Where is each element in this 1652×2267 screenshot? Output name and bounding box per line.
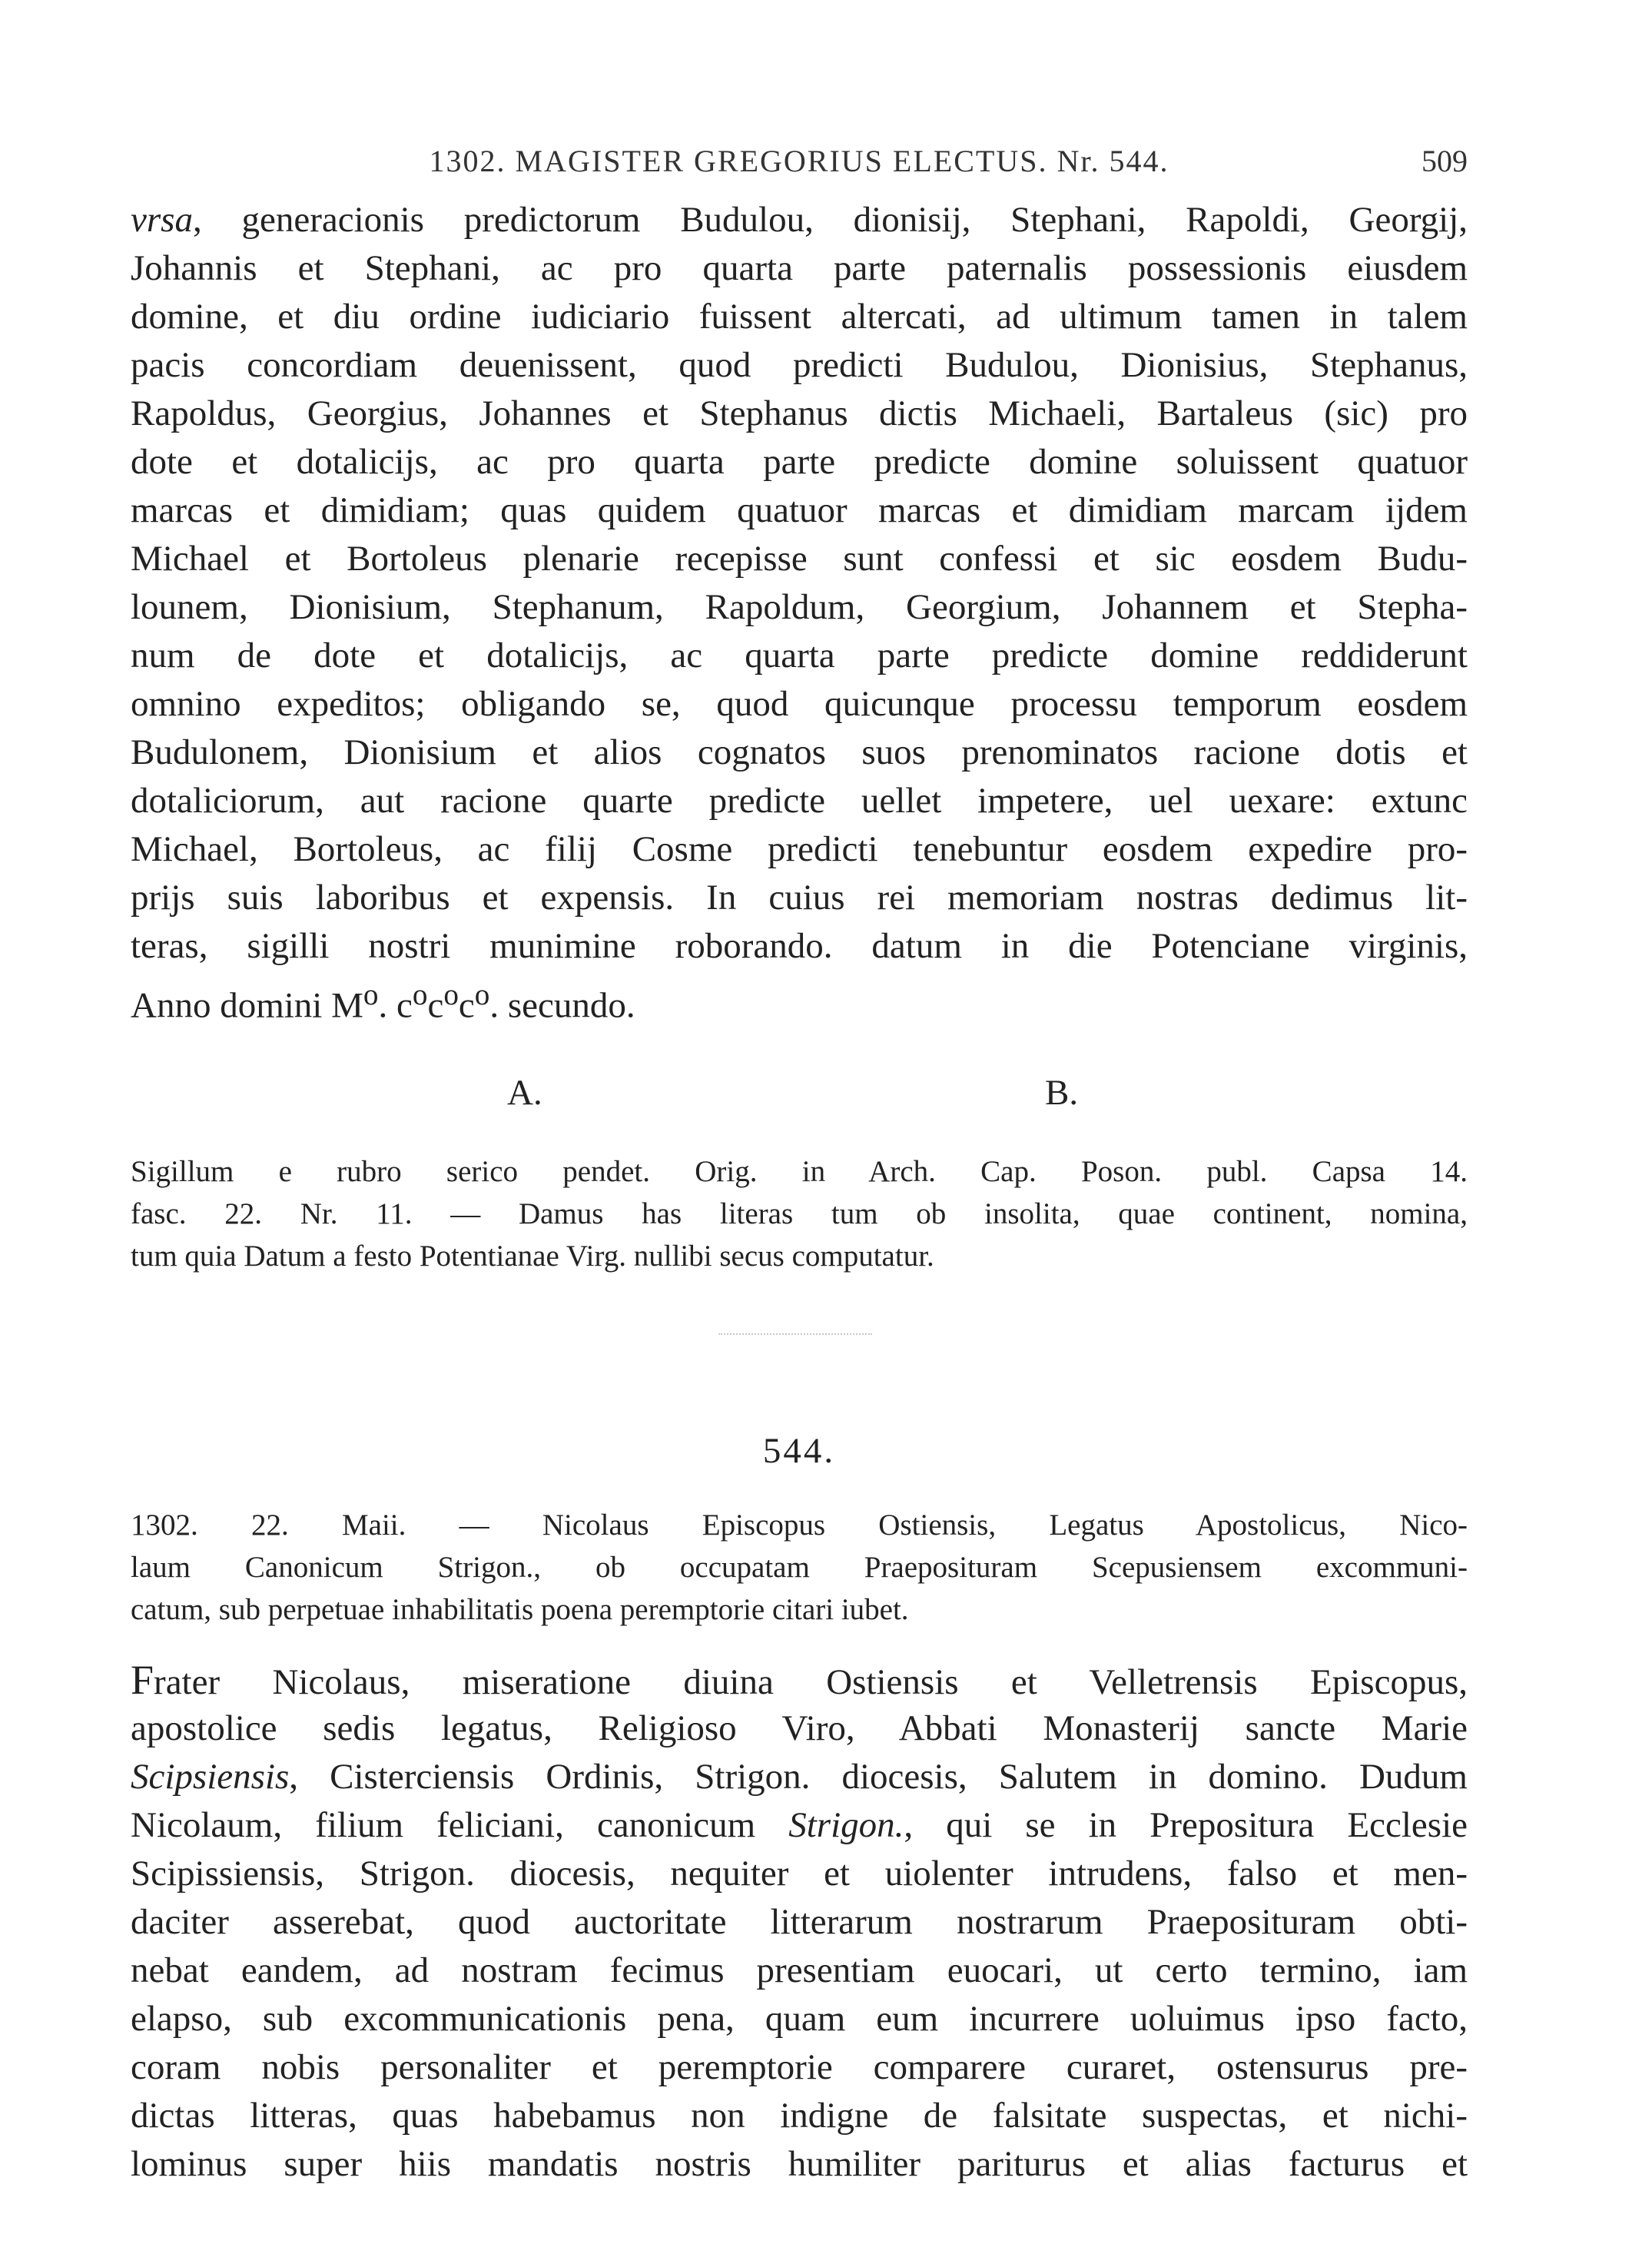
regest-line: catum, sub perpetuae inhabilitatis poena peremptorie citari iubet. [131, 1593, 909, 1626]
initial-letter: F [131, 1657, 154, 1703]
text-line: marcas et dimidiam; quas quidem quatuor marcas et dimidiam marcam ijdem [131, 490, 1468, 530]
italic-word: vrsa [131, 200, 193, 240]
text-line: dictas litteras, quas habebamus non indigne de falsitate suspectas, et nichi- [131, 2096, 1468, 2136]
text-line: nebat eandem, ad nostram fecimus presentiam euocari, ut certo termino, iam [131, 1950, 1468, 1990]
italic-word: Scipsiensis [131, 1757, 290, 1797]
running-title: 1302. MAGISTER GREGORIUS ELECTUS. Nr. 544. [429, 144, 1169, 178]
text-line: domine, et diu ordine iudiciario fuissent altercati, ad ultimum tamen in talem [131, 297, 1468, 337]
text-line: apostolice sedis legatus, Religioso Viro, Abbati Monasterij sancte Marie [131, 1708, 1468, 1748]
text-line: prijs suis laboribus et expensis. In cuius rei memoriam nostras dedimus lit- [131, 878, 1468, 918]
continuation-text [131, 196, 1468, 1026]
text-line: Budulonem, Dionisium et alios cognatos suos prenominatos racione dotis et [131, 732, 1468, 772]
signature-a: A. [507, 1073, 542, 1113]
text-line: Scipsiensis, Cisterciensis Ordinis, Strigon. diocesis, Salutem in domino. Dudum [131, 1757, 1468, 1797]
date-line: Anno domini $M^o$. $c^oc^oc^o$. secundo. [131, 978, 635, 1026]
text-line: coram nobis personaliter et peremptorie comparere curaret, ostensurus pre- [131, 2047, 1468, 2087]
regest [131, 1504, 1468, 1631]
document-number: 544. [762, 1431, 836, 1471]
section-separator [718, 1333, 872, 1335]
text-line: Michael et Bortoleus plenarie recepisse sunt confessi et sic eosdem Budu- [131, 539, 1468, 579]
page-number: 509 [1421, 144, 1468, 178]
note-line: fasc. 22. Nr. 11. — Damus has literas tum ob insolita, quae continent, nomina, [131, 1197, 1468, 1230]
text-line: vrsa, generacionis predictorum Budulou, dionisij, Stephani, Rapoldi, Georgij, [131, 200, 1468, 240]
text-line: omnino expeditos; obligando se, quod quicunque processu temporum eosdem [131, 684, 1468, 724]
text-line: daciter asserebat, quod auctoritate litterarum nostrarum Praeposituram obti- [131, 1902, 1468, 1942]
signature-b: B. [1045, 1073, 1079, 1113]
editorial-note [131, 1150, 1468, 1277]
text-line: num de dote et dotalicijs, ac quarta parte predicte domine reddiderunt [131, 636, 1468, 675]
note-line: Sigillum e rubro serico pendet. Orig. in Arch. Cap. Poson. publ. Capsa 14. [131, 1155, 1468, 1188]
text-line: Nicolaum, filium feliciani, canonicum Strigon., qui se in Prepositura Ecclesie [131, 1805, 1468, 1845]
text-line: elapso, sub excommunicationis pena, quam eum incurrere uoluimus ipso facto, [131, 1999, 1468, 2039]
text-line: teras, sigilli nostri munimine roborando. datum in die Potenciane virginis, [131, 926, 1468, 966]
text-line: lounem, Dionisium, Stephanum, Rapoldum, Georgium, Johannem et Stepha- [131, 587, 1468, 627]
text-line: dotaliciorum, aut racione quarte predicte uellet impetere, uel uexare: extunc [131, 781, 1468, 821]
text-line: Scipissiensis, Strigon. diocesis, nequiter et uiolenter intrudens, falso et men- [131, 1854, 1468, 1894]
running-head [131, 138, 1468, 184]
text-line: dote et dotalicijs, ac pro quarta parte predicte domine soluissent quatuor [131, 442, 1468, 482]
document-text [131, 1656, 1468, 2189]
text-line: Michael, Bortoleus, ac filij Cosme predicti tenebuntur eosdem expedire pro- [131, 829, 1468, 869]
text-line: lominus super hiis mandatis nostris humiliter pariturus et alias facturus et [131, 2144, 1468, 2184]
text-line: Frater Nicolaus, miseratione diuina Ostiensis et Velletrensis Episcopus, [131, 1657, 1468, 1703]
text-line: pacis concordiam deuenissent, quod predicti Budulou, Dionisius, Stephanus, [131, 345, 1468, 385]
regest-line: laum Canonicum Strigon., ob occupatam Praeposituram Scepusiensem excommuni- [131, 1551, 1468, 1584]
regest-line: 1302. 22. Maii. — Nicolaus Episcopus Ostiensis, Legatus Apostolicus, Nico- [131, 1509, 1468, 1542]
text-line: Rapoldus, Georgius, Johannes et Stephanus dictis Michaeli, Bartaleus (sic) pro [131, 393, 1468, 433]
signature-marks [131, 1070, 1468, 1116]
italic-word: Strigon. [788, 1805, 904, 1845]
note-line: tum quia Datum a festo Potentianae Virg. nullibi secus computatur. [131, 1240, 934, 1273]
text-line: Johannis et Stephani, ac pro quarta parte paternalis possessionis eiusdem [131, 248, 1468, 288]
